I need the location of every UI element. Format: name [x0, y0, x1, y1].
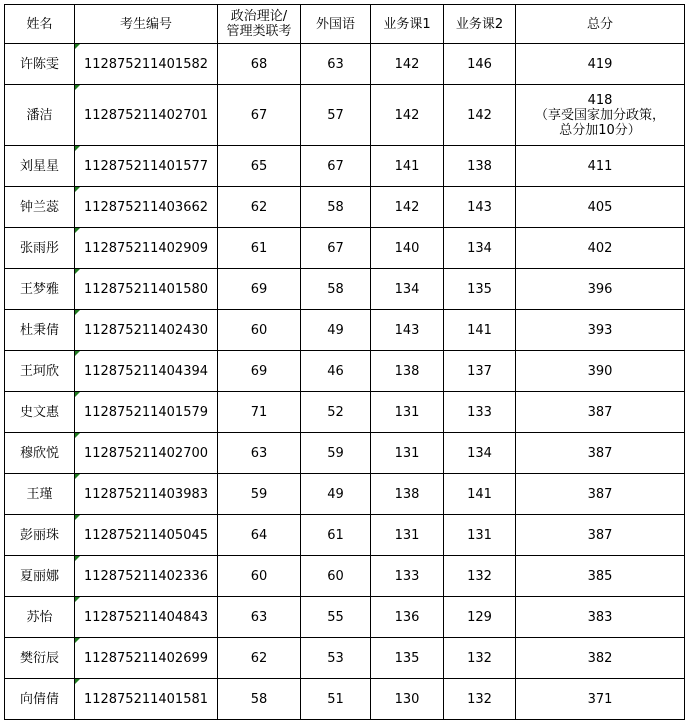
header-foreign-language: 外国语: [301, 5, 371, 44]
cell-exam-id: [75, 638, 218, 679]
exam-id-text: 112875211401580: [83, 281, 209, 297]
table-row: [5, 269, 685, 310]
table-row: [5, 392, 685, 433]
text-number-marker-icon: [75, 146, 80, 151]
exam-id-text: 112875211401581: [83, 691, 209, 707]
cell-total: 402: [516, 228, 685, 269]
cell-course1: 130: [371, 679, 444, 720]
cell-politics: 65: [218, 146, 301, 187]
cell-foreign-language: 57: [301, 85, 371, 146]
table-row: [5, 433, 685, 474]
cell-politics: 69: [218, 351, 301, 392]
text-number-marker-icon: [75, 556, 80, 561]
table-row: [5, 146, 685, 187]
exam-id-text: 112875211404394: [83, 363, 209, 379]
table-row: [5, 44, 685, 85]
table-row: [5, 515, 685, 556]
cell-course2: 142: [444, 85, 516, 146]
text-number-marker-icon: [75, 679, 80, 684]
cell-name: 杜秉倩: [5, 310, 75, 351]
table-row: [5, 679, 685, 720]
cell-total: 371: [516, 679, 685, 720]
text-number-marker-icon: [75, 597, 80, 602]
header-politics-line1: 政治理论/: [230, 9, 288, 24]
cell-politics: 60: [218, 556, 301, 597]
cell-course2: 134: [444, 433, 516, 474]
cell-foreign-language: 53: [301, 638, 371, 679]
header-politics-line2: 管理类联考: [226, 24, 292, 39]
cell-total: 387: [516, 515, 685, 556]
table-row: [5, 556, 685, 597]
exam-id-text: 112875211401582: [83, 56, 209, 72]
table-row: [5, 310, 685, 351]
header-course1: 业务课1: [371, 5, 444, 44]
cell-total: 419: [516, 44, 685, 85]
table-row: [5, 85, 685, 146]
score-table: [4, 4, 685, 720]
header-total: 总分: [516, 5, 685, 44]
text-number-marker-icon: [75, 433, 80, 438]
cell-exam-id: [75, 228, 218, 269]
cell-course1: 131: [371, 515, 444, 556]
exam-id-text: 112875211403983: [83, 486, 209, 502]
cell-course2: 137: [444, 351, 516, 392]
exam-id-text: 112875211402700: [83, 445, 209, 461]
cell-course1: 140: [371, 228, 444, 269]
cell-politics: 62: [218, 638, 301, 679]
cell-course2: 133: [444, 392, 516, 433]
cell-foreign-language: 59: [301, 433, 371, 474]
header-politics: [218, 5, 301, 44]
cell-total: 411: [516, 146, 685, 187]
exam-id-text: 112875211401577: [83, 158, 209, 174]
cell-foreign-language: 58: [301, 187, 371, 228]
cell-politics: 61: [218, 228, 301, 269]
cell-politics: 69: [218, 269, 301, 310]
cell-politics: 59: [218, 474, 301, 515]
cell-exam-id: [75, 44, 218, 85]
cell-exam-id: [75, 351, 218, 392]
cell-course1: 135: [371, 638, 444, 679]
cell-course2: 135: [444, 269, 516, 310]
exam-id-text: 112875211402909: [83, 240, 209, 256]
text-number-marker-icon: [75, 351, 80, 356]
cell-course2: 146: [444, 44, 516, 85]
cell-politics: 63: [218, 433, 301, 474]
cell-name: 向倩倩: [5, 679, 75, 720]
cell-foreign-language: 49: [301, 474, 371, 515]
cell-course2: 138: [444, 146, 516, 187]
cell-course2: 129: [444, 597, 516, 638]
cell-course1: 138: [371, 351, 444, 392]
cell-name: 夏丽娜: [5, 556, 75, 597]
table-row: [5, 638, 685, 679]
cell-politics: 60: [218, 310, 301, 351]
cell-course1: 143: [371, 310, 444, 351]
text-number-marker-icon: [75, 269, 80, 274]
cell-total: 387: [516, 474, 685, 515]
cell-course2: 132: [444, 679, 516, 720]
exam-id-text: 112875211402336: [83, 568, 209, 584]
cell-exam-id: [75, 597, 218, 638]
exam-id-text: 112875211404843: [83, 609, 209, 625]
cell-course1: 142: [371, 85, 444, 146]
cell-exam-id: [75, 310, 218, 351]
cell-foreign-language: 60: [301, 556, 371, 597]
cell-course2: 132: [444, 556, 516, 597]
cell-exam-id: [75, 556, 218, 597]
cell-name: 王瑾: [5, 474, 75, 515]
cell-foreign-language: 67: [301, 228, 371, 269]
cell-name: 张雨彤: [5, 228, 75, 269]
cell-foreign-language: 52: [301, 392, 371, 433]
cell-name: 钟兰蕊: [5, 187, 75, 228]
cell-name: 刘星星: [5, 146, 75, 187]
text-number-marker-icon: [75, 85, 80, 90]
cell-course1: 141: [371, 146, 444, 187]
cell-foreign-language: 61: [301, 515, 371, 556]
cell-foreign-language: 46: [301, 351, 371, 392]
cell-total: 385: [516, 556, 685, 597]
cell-name: 王珂欣: [5, 351, 75, 392]
cell-total: 405: [516, 187, 685, 228]
cell-exam-id: [75, 515, 218, 556]
exam-id-text: 112875211405045: [83, 527, 209, 543]
cell-exam-id: [75, 392, 218, 433]
header-name: 姓名: [5, 5, 75, 44]
cell-politics: 58: [218, 679, 301, 720]
text-number-marker-icon: [75, 638, 80, 643]
cell-politics: 62: [218, 187, 301, 228]
cell-foreign-language: 58: [301, 269, 371, 310]
cell-politics: 63: [218, 597, 301, 638]
text-number-marker-icon: [75, 515, 80, 520]
cell-name: 穆欣悦: [5, 433, 75, 474]
cell-foreign-language: 51: [301, 679, 371, 720]
exam-id-text: 112875211401579: [83, 404, 209, 420]
header-row: [5, 5, 685, 44]
cell-course2: 134: [444, 228, 516, 269]
cell-total: 387: [516, 392, 685, 433]
bonus-note-line: （享受国家加分政策，: [534, 107, 665, 123]
cell-course2: 132: [444, 638, 516, 679]
cell-course2: 143: [444, 187, 516, 228]
cell-foreign-language: 49: [301, 310, 371, 351]
cell-course1: 131: [371, 433, 444, 474]
cell-total: 382: [516, 638, 685, 679]
cell-course1: 136: [371, 597, 444, 638]
cell-total: 383: [516, 597, 685, 638]
cell-course1: 138: [371, 474, 444, 515]
cell-total: 396: [516, 269, 685, 310]
cell-course1: 142: [371, 44, 444, 85]
cell-total: 390: [516, 351, 685, 392]
header-course2: 业务课2: [444, 5, 516, 44]
cell-foreign-language: 63: [301, 44, 371, 85]
text-number-marker-icon: [75, 392, 80, 397]
table-body: [5, 44, 685, 720]
cell-politics: 71: [218, 392, 301, 433]
text-number-marker-icon: [75, 474, 80, 479]
cell-politics: 64: [218, 515, 301, 556]
cell-name: 彭丽珠: [5, 515, 75, 556]
cell-politics: 68: [218, 44, 301, 85]
cell-course1: 131: [371, 392, 444, 433]
text-number-marker-icon: [75, 44, 80, 49]
cell-exam-id: [75, 433, 218, 474]
table-row: [5, 228, 685, 269]
cell-foreign-language: 67: [301, 146, 371, 187]
cell-exam-id: [75, 679, 218, 720]
text-number-marker-icon: [75, 228, 80, 233]
cell-course2: 141: [444, 310, 516, 351]
table-row: [5, 187, 685, 228]
cell-name: 王梦雅: [5, 269, 75, 310]
cell-name: 潘洁: [5, 85, 75, 146]
cell-course1: 134: [371, 269, 444, 310]
cell-total: [516, 85, 685, 146]
cell-exam-id: [75, 474, 218, 515]
table-row: [5, 474, 685, 515]
text-number-marker-icon: [75, 310, 80, 315]
cell-exam-id: [75, 85, 218, 146]
cell-name: 史文惠: [5, 392, 75, 433]
exam-id-text: 112875211402699: [83, 650, 209, 666]
cell-exam-id: [75, 269, 218, 310]
cell-total: 387: [516, 433, 685, 474]
cell-exam-id: [75, 146, 218, 187]
exam-id-text: 112875211403662: [83, 199, 209, 215]
cell-course2: 131: [444, 515, 516, 556]
exam-id-text: 112875211402701: [83, 107, 209, 123]
header-exam-id: 考生编号: [75, 5, 218, 44]
text-number-marker-icon: [75, 187, 80, 192]
cell-name: 樊衍辰: [5, 638, 75, 679]
cell-name: 苏怡: [5, 597, 75, 638]
cell-course1: 133: [371, 556, 444, 597]
cell-exam-id: [75, 187, 218, 228]
table-row: [5, 351, 685, 392]
cell-name: 许陈雯: [5, 44, 75, 85]
bonus-note-line: 总分加10分）: [559, 122, 641, 138]
cell-course1: 142: [371, 187, 444, 228]
cell-foreign-language: 55: [301, 597, 371, 638]
cell-politics: 67: [218, 85, 301, 146]
table-row: [5, 597, 685, 638]
total-value: 418: [587, 92, 613, 108]
cell-course2: 141: [444, 474, 516, 515]
exam-id-text: 112875211402430: [83, 322, 209, 338]
cell-total: 393: [516, 310, 685, 351]
